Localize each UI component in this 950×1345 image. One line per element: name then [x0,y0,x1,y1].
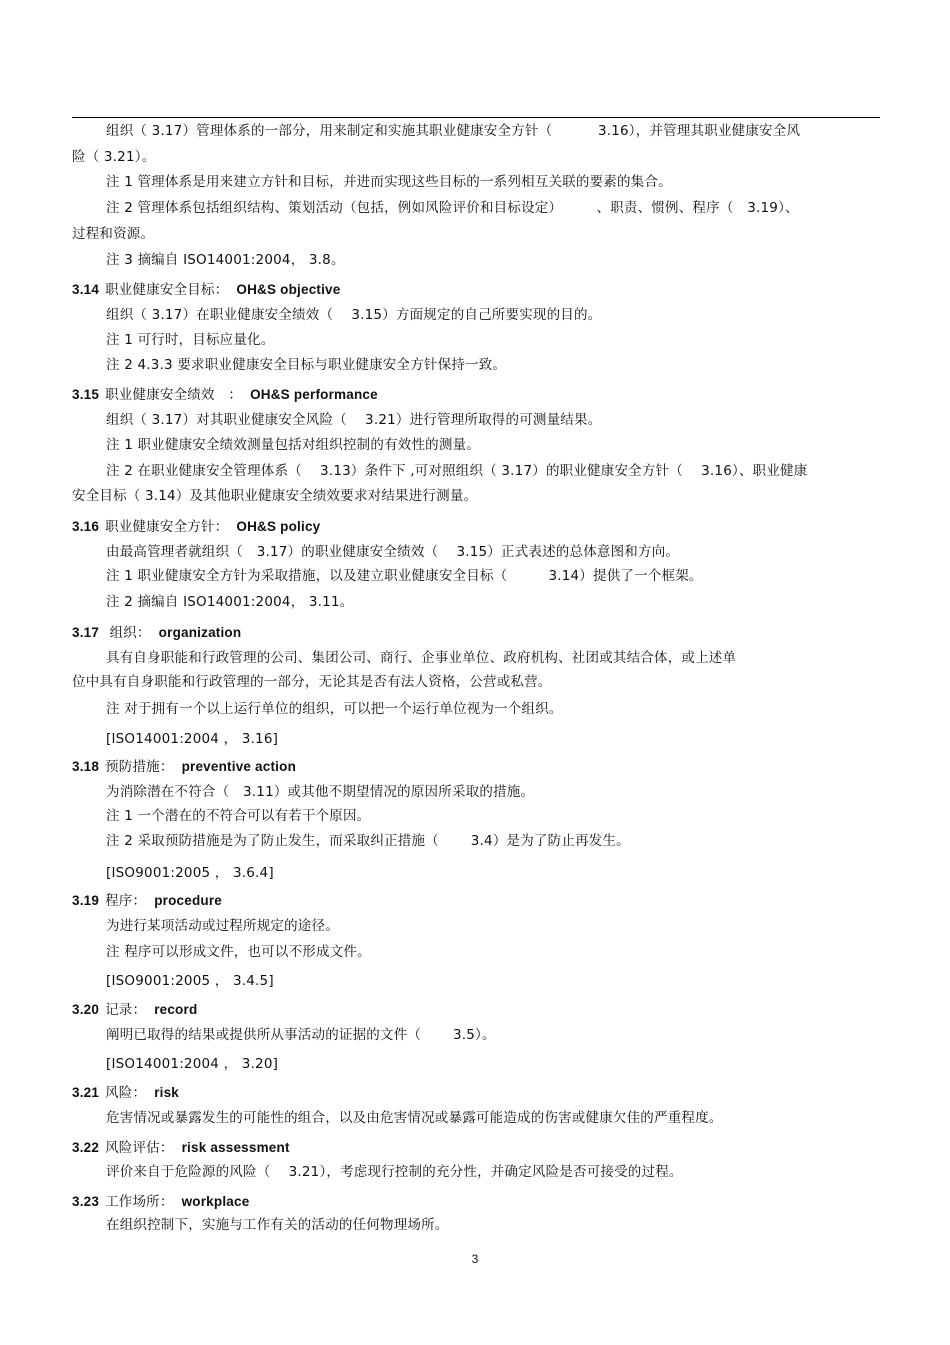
text-line: 注 2 在职业健康安全管理体系（ 3.13）条件下 ,可对照组织（ 3.17）的职业健康安全方针（ 3.16）、职业健康 [106,463,808,479]
term-heading [72,758,296,776]
term-chinese: 职业健康安全目标： [105,282,229,298]
term-chinese: 组织： [105,625,151,641]
text-line: [ISO14001:2004 ， 3.20] [106,1056,279,1072]
text-line: 注 3 摘编自 ISO14001:2004， 3.8。 [106,252,345,268]
text-line: [ISO9001:2005 ， 3.4.5] [106,973,274,989]
text-line: 为消除潜在不符合（ 3.11）或其他不期望情况的原因所采取的措施。 [106,784,535,800]
term-heading [72,1001,197,1019]
term-number: 3.18 [72,759,100,774]
text-line: 注 1 职业健康安全绩效测量包括对组织控制的有效性的测量。 [106,437,480,453]
term-english: risk assessment [181,1140,290,1155]
term-chinese: 预防措施： [105,759,174,775]
term-heading [72,1193,249,1211]
term-english: record [154,1002,198,1017]
term-chinese: 风险： [105,1085,147,1101]
text-line: 阐明已取得的结果或提供所从事活动的证据的文件（ 3.5）。 [106,1027,496,1043]
term-heading [72,1139,290,1157]
term-english: organization [158,625,242,640]
term-number: 3.19 [72,893,100,908]
text-line: [ISO9001:2005 ， 3.6.4] [106,865,274,881]
term-number: 3.15 [72,387,100,402]
term-heading [72,892,222,910]
term-number: 3.20 [72,1002,100,1017]
term-english: procedure [154,893,223,908]
text-line: 危害情况或暴露发生的可能性的组合，以及由危害情况或暴露可能造成的伤害或健康欠佳的严重程度。 [106,1110,723,1126]
text-line: 险（ 3.21）。 [72,149,156,165]
text-line: 注 1 一个潜在的不符合可以有若干个原因。 [106,808,371,824]
text-line: 为进行某项活动或过程所规定的途径。 [106,918,339,934]
text-line: 注 2 采取预防措施是为了防止发生，而采取纠正措施（ 3.4）是为了防止再发生。 [106,833,630,849]
term-number: 3.23 [72,1194,100,1209]
header-rule [72,117,880,118]
text-line: 位中具有自身职能和行政管理的一部分，无论其是否有法人资格，公营或私营。 [72,674,552,690]
term-chinese: 风险评估： [105,1140,174,1156]
text-line: 注 1 可行时，目标应量化。 [106,332,275,348]
text-line: 在组织控制下，实施与工作有关的活动的任何物理场所。 [106,1217,449,1233]
text-line: 注 对于拥有一个以上运行单位的组织，可以把一个运行单位视为一个组织。 [106,701,563,717]
text-line: 安全目标（ 3.14）及其他职业健康安全绩效要求对结果进行测量。 [72,488,478,504]
text-line: 注 程序可以形成文件，也可以不形成文件。 [106,944,371,960]
text-line: 由最高管理者就组织（ 3.17）的职业健康安全绩效（ 3.15）正式表述的总体意图和方向。 [106,544,680,560]
text-line: 注 2 摘编自 ISO14001:2004， 3.11。 [106,594,354,610]
term-chinese: 职业健康安全绩效 ： [105,387,243,403]
term-english: OH&S performance [250,387,378,402]
text-line: 组织（ 3.17）对其职业健康安全风险（ 3.21）进行管理所取得的可测量结果。 [106,412,602,428]
text-line: 过程和资源。 [72,226,155,242]
text-line: [ISO14001:2004 ， 3.16] [106,731,279,747]
term-chinese: 程序： [105,893,147,909]
term-number: 3.16 [72,519,100,534]
term-heading [72,1084,179,1102]
term-chinese: 职业健康安全方针： [105,519,229,535]
term-english: preventive action [181,759,297,774]
page-number: 3 [471,1252,479,1266]
text-line: 评价来自于危险源的风险（ 3.21），考虑现行控制的充分性，并确定风险是否可接受的过程。 [106,1164,683,1180]
text-line: 注 2 管理体系包括组织结构、策划活动（包括，例如风险评价和目标设定） 、职责、惯例、程序（ 3.19）、 [106,200,799,216]
term-heading [72,281,340,299]
term-chinese: 记录： [105,1002,147,1018]
term-heading [72,624,241,642]
term-heading [72,386,378,404]
text-line: 具有自身职能和行政管理的公司、集团公司、商行、企事业单位、政府机构、社团或其结合体，或上述单 [106,650,737,666]
term-chinese: 工作场所： [105,1194,174,1210]
text-line: 注 2 4.3.3 要求职业健康安全目标与职业健康安全方针保持一致。 [106,357,507,373]
term-heading [72,518,320,536]
term-number: 3.17 [72,625,100,640]
term-english: OH&S objective [236,282,341,297]
term-english: risk [154,1085,180,1100]
text-line: 注 1 管理体系是用来建立方针和目标，并进而实现这些目标的一系列相互关联的要素的集合。 [106,174,672,190]
term-english: OH&S policy [236,519,321,534]
term-number: 3.22 [72,1140,100,1155]
text-line: 注 1 职业健康安全方针为采取措施，以及建立职业健康安全目标（ 3.14）提供了一个框架。 [106,568,703,584]
term-number: 3.14 [72,282,100,297]
term-english: workplace [181,1194,250,1209]
term-number: 3.21 [72,1085,100,1100]
text-line: 组织（ 3.17）在职业健康安全绩效（ 3.15）方面规定的自己所要实现的目的。 [106,307,602,323]
text-line: 组织（ 3.17）管理体系的一部分，用来制定和实施其职业健康安全方针（ 3.16），并管理其职业健康安全风 [106,123,801,139]
